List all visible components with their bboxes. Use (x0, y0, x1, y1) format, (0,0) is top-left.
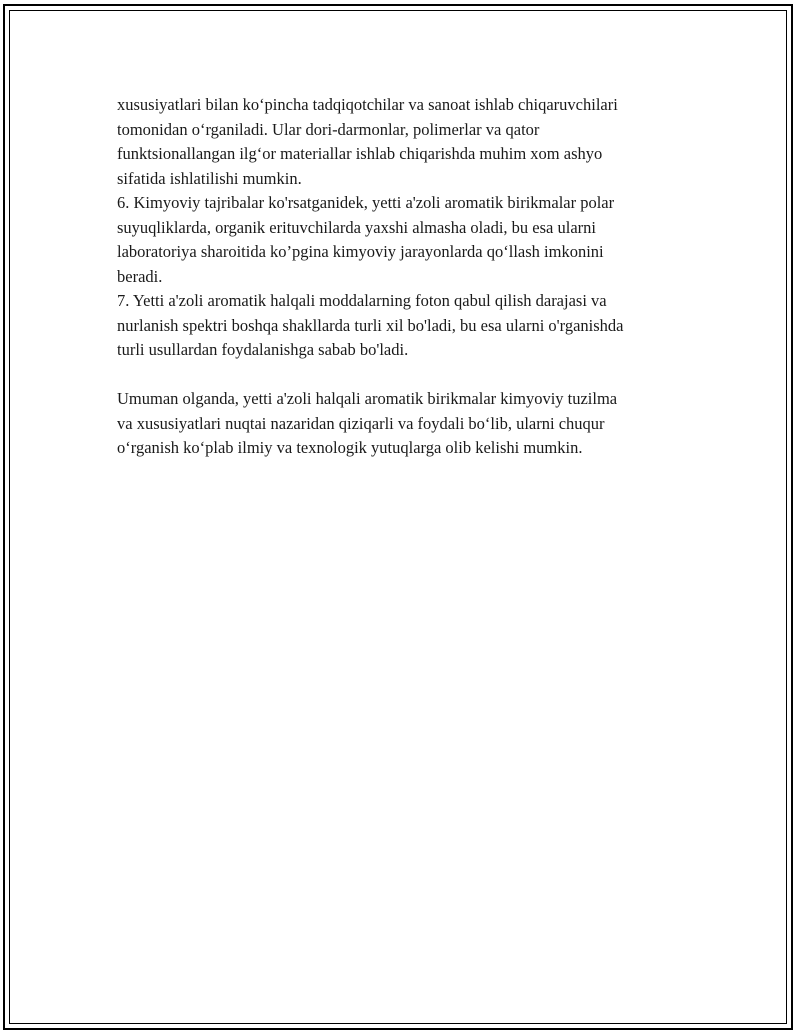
document-body (117, 93, 717, 461)
text-line: 6. Kimyoviy tajribalar ko'rsatganidek, yetti a'zoli aromatik birikmalar polar (117, 193, 615, 212)
text-line: 7. Yetti a'zoli aromatik halqali moddalarning foton qabul qilish darajasi va (117, 291, 607, 310)
text-line: turli usullardan foydalanishga sabab bo'ladi. (117, 340, 409, 359)
text-line: va xususiyatlari nuqtai nazaridan qiziqarli va foydali bo‘lib, ularni chuqur (117, 413, 605, 433)
text-line: laboratoriya sharoitida ko’pgina kimyoviy jarayonlarda qo‘llash imkonini (117, 242, 604, 261)
text-line: nurlanish spektri boshqa shakllarda turli xil bo'ladi, bu esa ularni o'rganishda (117, 315, 624, 335)
list-item-7 (117, 289, 717, 363)
text-line: o‘rganish ko‘plab ilmiy va texnologik yutuqlarga olib kelishi mumkin. (117, 438, 583, 457)
text-line: Umuman olganda, yetti a'zoli halqali aromatik birikmalar kimyoviy tuzilma (117, 389, 618, 408)
paragraph-continuation (117, 93, 717, 191)
text-line: suyuqliklarda, organik erituvchilarda yaxshi almasha oladi, bu esa ularni (117, 217, 596, 237)
paragraph-spacer (117, 363, 717, 388)
text-line: beradi. (117, 266, 163, 286)
text-line: xususiyatlari bilan ko‘pincha tadqiqotchilar va sanoat ishlab chiqaruvchilari (117, 95, 618, 114)
text-line: sifatida ishlatilishi mumkin. (117, 168, 302, 188)
text-line: funktsionallangan ilg‘or materiallar ishlab chiqarishda muhim xom ashyo (117, 144, 603, 163)
text-line: tomonidan o‘rganiladi. Ular dori-darmonlar, polimerlar va qator (117, 119, 540, 139)
list-item-6 (117, 191, 717, 289)
conclusion-paragraph (117, 387, 717, 461)
